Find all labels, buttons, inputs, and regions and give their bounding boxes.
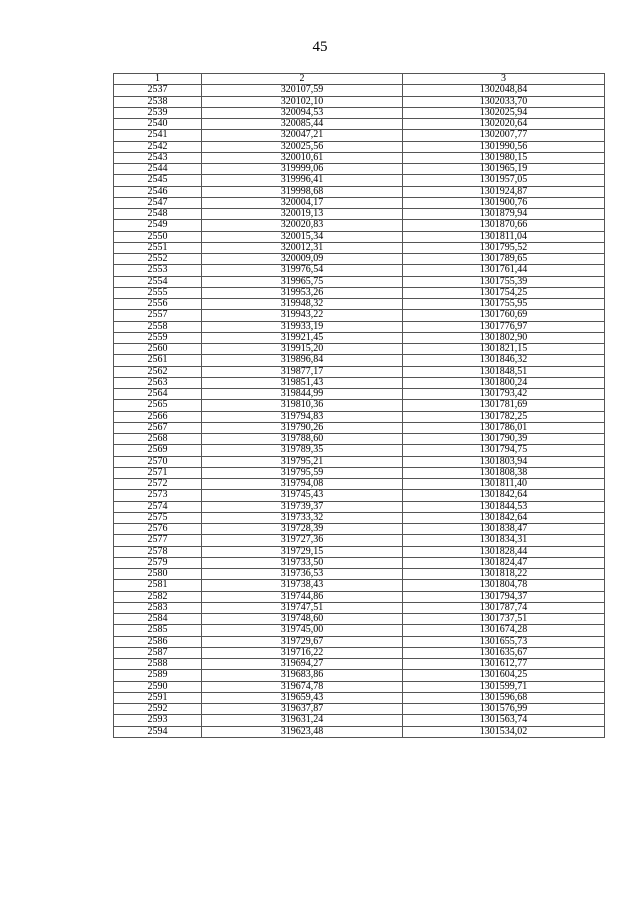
x-coordinate-cell: 319736,53 <box>202 569 403 580</box>
point-number-cell: 2563 <box>114 377 202 388</box>
y-coordinate-cell: 1301824,47 <box>403 557 605 568</box>
point-number-cell: 2553 <box>114 265 202 276</box>
x-coordinate-cell: 319738,43 <box>202 580 403 591</box>
table-row <box>114 512 605 523</box>
table-row <box>114 254 605 265</box>
y-coordinate-cell: 1301842,64 <box>403 490 605 501</box>
x-coordinate-cell: 319694,27 <box>202 659 403 670</box>
table-row <box>114 636 605 647</box>
point-number-cell: 2582 <box>114 591 202 602</box>
table-row <box>114 276 605 287</box>
x-coordinate-cell: 319921,45 <box>202 332 403 343</box>
x-coordinate-cell: 320025,56 <box>202 141 403 152</box>
y-coordinate-cell: 1301793,42 <box>403 389 605 400</box>
point-number-cell: 2541 <box>114 130 202 141</box>
point-number-cell: 2580 <box>114 569 202 580</box>
x-coordinate-cell: 319844,99 <box>202 389 403 400</box>
y-coordinate-cell: 1302048,84 <box>403 85 605 96</box>
table-row <box>114 96 605 107</box>
point-number-cell: 2569 <box>114 445 202 456</box>
table-row <box>114 422 605 433</box>
x-coordinate-cell: 319996,41 <box>202 175 403 186</box>
y-coordinate-cell: 1301838,47 <box>403 524 605 535</box>
x-coordinate-cell: 319789,35 <box>202 445 403 456</box>
table-row <box>114 659 605 670</box>
x-coordinate-cell: 319788,60 <box>202 434 403 445</box>
y-coordinate-cell: 1301800,24 <box>403 377 605 388</box>
y-coordinate-cell: 1301604,25 <box>403 670 605 681</box>
x-coordinate-cell: 319728,39 <box>202 524 403 535</box>
x-coordinate-cell: 319683,86 <box>202 670 403 681</box>
point-number-cell: 2544 <box>114 164 202 175</box>
x-coordinate-cell: 320004,17 <box>202 197 403 208</box>
x-coordinate-cell: 319795,21 <box>202 456 403 467</box>
x-coordinate-cell: 320020,83 <box>202 220 403 231</box>
point-number-cell: 2547 <box>114 197 202 208</box>
y-coordinate-cell: 1301782,25 <box>403 411 605 422</box>
table-row <box>114 141 605 152</box>
x-coordinate-cell: 319744,86 <box>202 591 403 602</box>
point-number-cell: 2552 <box>114 254 202 265</box>
point-number-cell: 2555 <box>114 287 202 298</box>
x-coordinate-cell: 319794,08 <box>202 479 403 490</box>
table-row <box>114 625 605 636</box>
y-coordinate-cell: 1301846,32 <box>403 355 605 366</box>
y-coordinate-cell: 1301821,15 <box>403 344 605 355</box>
point-number-cell: 2539 <box>114 107 202 118</box>
y-coordinate-cell: 1301965,19 <box>403 164 605 175</box>
y-coordinate-cell: 1301761,44 <box>403 265 605 276</box>
x-coordinate-cell: 320085,44 <box>202 119 403 130</box>
x-coordinate-cell: 319729,15 <box>202 546 403 557</box>
x-coordinate-cell: 319745,00 <box>202 625 403 636</box>
y-coordinate-cell: 1301674,28 <box>403 625 605 636</box>
table-header <box>114 74 605 85</box>
table-row <box>114 265 605 276</box>
point-number-cell: 2557 <box>114 310 202 321</box>
x-coordinate-cell: 319953,26 <box>202 287 403 298</box>
table-row <box>114 186 605 197</box>
point-number-cell: 2587 <box>114 647 202 658</box>
table-row <box>114 107 605 118</box>
table-row <box>114 681 605 692</box>
point-number-cell: 2538 <box>114 96 202 107</box>
x-coordinate-cell: 319851,43 <box>202 377 403 388</box>
point-number-cell: 2542 <box>114 141 202 152</box>
y-coordinate-cell: 1302007,77 <box>403 130 605 141</box>
point-number-cell: 2573 <box>114 490 202 501</box>
y-coordinate-cell: 1301576,99 <box>403 704 605 715</box>
table-row <box>114 332 605 343</box>
point-number-cell: 2585 <box>114 625 202 636</box>
table-row <box>114 85 605 96</box>
point-number-cell: 2549 <box>114 220 202 231</box>
column-header-2: 2 <box>202 74 403 85</box>
point-number-cell: 2565 <box>114 400 202 411</box>
point-number-cell: 2571 <box>114 467 202 478</box>
x-coordinate-cell: 319976,54 <box>202 265 403 276</box>
y-coordinate-cell: 1301760,69 <box>403 310 605 321</box>
y-coordinate-cell: 1301755,95 <box>403 299 605 310</box>
point-number-cell: 2575 <box>114 512 202 523</box>
point-number-cell: 2592 <box>114 704 202 715</box>
point-number-cell: 2577 <box>114 535 202 546</box>
point-number-cell: 2584 <box>114 614 202 625</box>
table-row <box>114 456 605 467</box>
table-row <box>114 591 605 602</box>
y-coordinate-cell: 1301563,74 <box>403 715 605 726</box>
table-row <box>114 445 605 456</box>
y-coordinate-cell: 1301804,78 <box>403 580 605 591</box>
point-number-cell: 2554 <box>114 276 202 287</box>
table-row <box>114 501 605 512</box>
x-coordinate-cell: 320009,09 <box>202 254 403 265</box>
x-coordinate-cell: 319729,67 <box>202 636 403 647</box>
point-number-cell: 2562 <box>114 366 202 377</box>
x-coordinate-cell: 319965,75 <box>202 276 403 287</box>
x-coordinate-cell: 319795,59 <box>202 467 403 478</box>
y-coordinate-cell: 1301980,15 <box>403 152 605 163</box>
point-number-cell: 2545 <box>114 175 202 186</box>
y-coordinate-cell: 1301842,64 <box>403 512 605 523</box>
table-row <box>114 411 605 422</box>
y-coordinate-cell: 1301834,31 <box>403 535 605 546</box>
y-coordinate-cell: 1301808,38 <box>403 467 605 478</box>
y-coordinate-cell: 1301803,94 <box>403 456 605 467</box>
point-number-cell: 2591 <box>114 692 202 703</box>
table-row <box>114 467 605 478</box>
x-coordinate-cell: 319733,50 <box>202 557 403 568</box>
table-row <box>114 535 605 546</box>
table-row <box>114 355 605 366</box>
table-row <box>114 310 605 321</box>
x-coordinate-cell: 319637,87 <box>202 704 403 715</box>
x-coordinate-cell: 319623,48 <box>202 726 403 737</box>
point-number-cell: 2558 <box>114 321 202 332</box>
point-number-cell: 2566 <box>114 411 202 422</box>
x-coordinate-cell: 319748,60 <box>202 614 403 625</box>
y-coordinate-cell: 1301655,73 <box>403 636 605 647</box>
table-row <box>114 231 605 242</box>
y-coordinate-cell: 1301781,69 <box>403 400 605 411</box>
table-row <box>114 670 605 681</box>
table-row <box>114 299 605 310</box>
y-coordinate-cell: 1301811,04 <box>403 231 605 242</box>
point-number-cell: 2572 <box>114 479 202 490</box>
y-coordinate-cell: 1301924,87 <box>403 186 605 197</box>
table-row <box>114 220 605 231</box>
y-coordinate-cell: 1302025,94 <box>403 107 605 118</box>
x-coordinate-cell: 319810,36 <box>202 400 403 411</box>
y-coordinate-cell: 1301818,22 <box>403 569 605 580</box>
point-number-cell: 2551 <box>114 242 202 253</box>
x-coordinate-cell: 319998,68 <box>202 186 403 197</box>
x-coordinate-cell: 319933,19 <box>202 321 403 332</box>
table-row <box>114 321 605 332</box>
x-coordinate-cell: 319659,43 <box>202 692 403 703</box>
table-row <box>114 344 605 355</box>
table-row <box>114 580 605 591</box>
y-coordinate-cell: 1301776,97 <box>403 321 605 332</box>
y-coordinate-cell: 1301848,51 <box>403 366 605 377</box>
x-coordinate-cell: 320107,59 <box>202 85 403 96</box>
table-row <box>114 546 605 557</box>
table-row <box>114 197 605 208</box>
table-body <box>114 85 605 738</box>
x-coordinate-cell: 319948,32 <box>202 299 403 310</box>
x-coordinate-cell: 320094,53 <box>202 107 403 118</box>
table-row <box>114 647 605 658</box>
y-coordinate-cell: 1301534,02 <box>403 726 605 737</box>
point-number-cell: 2579 <box>114 557 202 568</box>
table-row <box>114 614 605 625</box>
x-coordinate-cell: 319631,24 <box>202 715 403 726</box>
x-coordinate-cell: 319794,83 <box>202 411 403 422</box>
table-row <box>114 726 605 737</box>
table-row <box>114 704 605 715</box>
y-coordinate-cell: 1301790,39 <box>403 434 605 445</box>
table-row <box>114 366 605 377</box>
point-number-cell: 2548 <box>114 209 202 220</box>
table-row <box>114 242 605 253</box>
y-coordinate-cell: 1301599,71 <box>403 681 605 692</box>
y-coordinate-cell: 1301802,90 <box>403 332 605 343</box>
table-row <box>114 209 605 220</box>
point-number-cell: 2537 <box>114 85 202 96</box>
point-number-cell: 2590 <box>114 681 202 692</box>
point-number-cell: 2581 <box>114 580 202 591</box>
table-row <box>114 175 605 186</box>
point-number-cell: 2556 <box>114 299 202 310</box>
column-header-1: 1 <box>114 74 202 85</box>
y-coordinate-cell: 1301794,75 <box>403 445 605 456</box>
point-number-cell: 2576 <box>114 524 202 535</box>
table-row <box>114 557 605 568</box>
x-coordinate-cell: 319896,84 <box>202 355 403 366</box>
y-coordinate-cell: 1301596,68 <box>403 692 605 703</box>
header-row <box>114 74 605 85</box>
y-coordinate-cell: 1301794,37 <box>403 591 605 602</box>
table-row <box>114 479 605 490</box>
y-coordinate-cell: 1301844,53 <box>403 501 605 512</box>
y-coordinate-cell: 1301789,65 <box>403 254 605 265</box>
y-coordinate-cell: 1301635,67 <box>403 647 605 658</box>
table-row <box>114 164 605 175</box>
point-number-cell: 2543 <box>114 152 202 163</box>
point-number-cell: 2594 <box>114 726 202 737</box>
x-coordinate-cell: 319727,36 <box>202 535 403 546</box>
x-coordinate-cell: 319747,51 <box>202 602 403 613</box>
point-number-cell: 2550 <box>114 231 202 242</box>
x-coordinate-cell: 319739,37 <box>202 501 403 512</box>
x-coordinate-cell: 319943,22 <box>202 310 403 321</box>
table-row <box>114 389 605 400</box>
page-number: 45 <box>312 39 328 55</box>
point-number-cell: 2588 <box>114 659 202 670</box>
x-coordinate-cell: 319877,17 <box>202 366 403 377</box>
y-coordinate-cell: 1301612,77 <box>403 659 605 670</box>
y-coordinate-cell: 1301755,39 <box>403 276 605 287</box>
point-number-cell: 2593 <box>114 715 202 726</box>
table-row <box>114 130 605 141</box>
x-coordinate-cell: 320010,61 <box>202 152 403 163</box>
point-number-cell: 2567 <box>114 422 202 433</box>
point-number-cell: 2589 <box>114 670 202 681</box>
x-coordinate-cell: 320102,10 <box>202 96 403 107</box>
point-number-cell: 2578 <box>114 546 202 557</box>
point-number-cell: 2570 <box>114 456 202 467</box>
table-row <box>114 692 605 703</box>
table-row <box>114 400 605 411</box>
x-coordinate-cell: 319745,43 <box>202 490 403 501</box>
y-coordinate-cell: 1301879,94 <box>403 209 605 220</box>
x-coordinate-cell: 319674,78 <box>202 681 403 692</box>
x-coordinate-cell: 320012,31 <box>202 242 403 253</box>
point-number-cell: 2559 <box>114 332 202 343</box>
column-header-3: 3 <box>403 74 605 85</box>
y-coordinate-cell: 1301957,05 <box>403 175 605 186</box>
y-coordinate-cell: 1302033,70 <box>403 96 605 107</box>
point-number-cell: 2583 <box>114 602 202 613</box>
point-number-cell: 2574 <box>114 501 202 512</box>
x-coordinate-cell: 320019,13 <box>202 209 403 220</box>
y-coordinate-cell: 1301990,56 <box>403 141 605 152</box>
table-row <box>114 152 605 163</box>
y-coordinate-cell: 1301870,66 <box>403 220 605 231</box>
table-row <box>114 377 605 388</box>
x-coordinate-cell: 319716,22 <box>202 647 403 658</box>
y-coordinate-cell: 1302020,64 <box>403 119 605 130</box>
table-row <box>114 715 605 726</box>
table-row <box>114 287 605 298</box>
x-coordinate-cell: 319999,06 <box>202 164 403 175</box>
x-coordinate-cell: 319733,32 <box>202 512 403 523</box>
y-coordinate-cell: 1301754,25 <box>403 287 605 298</box>
table-row <box>114 602 605 613</box>
coordinates-table <box>113 73 605 738</box>
y-coordinate-cell: 1301795,52 <box>403 242 605 253</box>
table-row <box>114 119 605 130</box>
table-row <box>114 490 605 501</box>
x-coordinate-cell: 320047,21 <box>202 130 403 141</box>
point-number-cell: 2568 <box>114 434 202 445</box>
y-coordinate-cell: 1301737,51 <box>403 614 605 625</box>
y-coordinate-cell: 1301786,01 <box>403 422 605 433</box>
table-row <box>114 569 605 580</box>
point-number-cell: 2586 <box>114 636 202 647</box>
point-number-cell: 2560 <box>114 344 202 355</box>
x-coordinate-cell: 320015,34 <box>202 231 403 242</box>
x-coordinate-cell: 319915,20 <box>202 344 403 355</box>
point-number-cell: 2561 <box>114 355 202 366</box>
point-number-cell: 2546 <box>114 186 202 197</box>
table-row <box>114 524 605 535</box>
y-coordinate-cell: 1301900,76 <box>403 197 605 208</box>
y-coordinate-cell: 1301811,40 <box>403 479 605 490</box>
point-number-cell: 2564 <box>114 389 202 400</box>
table-row <box>114 434 605 445</box>
y-coordinate-cell: 1301787,74 <box>403 602 605 613</box>
y-coordinate-cell: 1301828,44 <box>403 546 605 557</box>
point-number-cell: 2540 <box>114 119 202 130</box>
x-coordinate-cell: 319790,26 <box>202 422 403 433</box>
